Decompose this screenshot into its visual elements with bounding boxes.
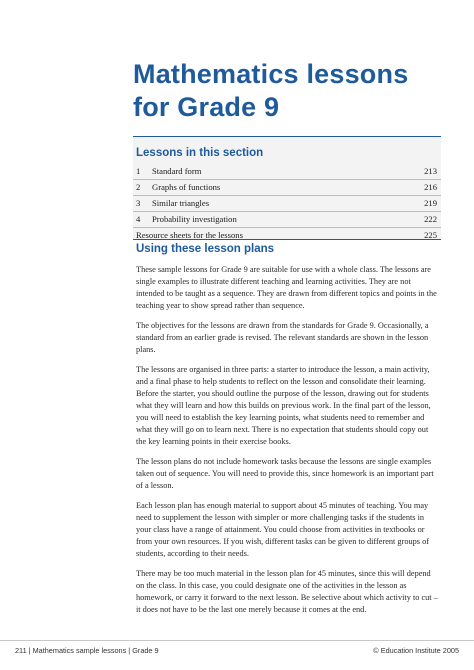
title-line-2: for Grade 9 <box>133 92 280 122</box>
title-line-1: Mathematics lessons <box>133 59 409 89</box>
contents-item-label: Resource sheets for the lessons <box>136 230 243 240</box>
contents-item <box>133 228 441 243</box>
contents-item-number: 4 <box>136 214 141 224</box>
contents-item-number: 2 <box>136 182 141 192</box>
contents-item <box>133 196 441 212</box>
page-title <box>133 58 453 124</box>
paragraph: Each lesson plan has enough material to support about 45 minutes of teaching. You may need to supplement the lesson with simpler or more challenging tasks if the students in your class have a range of attainment. You could choose from activities in textbooks or from your own resources. If you wish, different tasks can be given to different groups of students, according to their needs. <box>136 501 430 558</box>
contents-item-number: 1 <box>136 166 141 176</box>
contents-item-label: Standard form <box>152 166 202 176</box>
paragraph: The lessons are organised in three parts: a starter to introduce the lesson, a main activity, and a final phase to help students to reflect on the lesson and consolidate their learning. Before the starter, you should outline the purpose of the lesson, drawing out for students what they will learn and how this builds on previous work. In the final part of the lesson, you will need to establish the key learning points, what students need to remember and what they will go on to learn next. There is no expectation that students should copy out the key learning points in their exercise books. <box>136 365 431 446</box>
contents-item <box>133 212 441 228</box>
contents-list <box>133 164 441 243</box>
paragraph: The objectives for the lessons are drawn from the standards for Grade 9. Occasionally, a standard from an earlier grade is revised. The relevant standards are shown in the lesson plans. <box>136 321 429 354</box>
contents-item <box>133 164 441 180</box>
contents-item-page: 213 <box>424 166 437 176</box>
footer-page-info: 211 | Mathematics sample lessons | Grade 9 <box>15 646 159 655</box>
footer-divider <box>0 640 474 641</box>
contents-item-label: Similar triangles <box>152 198 210 208</box>
contents-heading: Lessons in this section <box>136 147 264 159</box>
contents-item-number: 3 <box>136 198 141 208</box>
footer-copyright: © Education Institute 2005 <box>373 646 459 655</box>
section-heading: Using these lesson plans <box>136 243 275 255</box>
contents-item-page: 225 <box>424 230 437 240</box>
paragraph: The lesson plans do not include homework tasks because the lessons are single examples taken out of sequence. You will need to provide this, since homework is an important part of a lesson. <box>136 457 434 490</box>
contents-item-page: 216 <box>424 182 437 192</box>
contents-item <box>133 180 441 196</box>
contents-item-page: 219 <box>424 198 437 208</box>
contents-item-label: Graphs of functions <box>152 182 221 192</box>
paragraph: There may be too much material in the lesson plan for 45 minutes, since this will depend on the class. In this case, you could designate one of the activities in the lesson as homework, or carry it forward to the next lesson. Be selective about which activity to cut – it does not have to be the last one merely because it comes at the end. <box>136 569 438 614</box>
paragraph: These sample lessons for Grade 9 are suitable for use with a whole class. The lessons are single examples to illustrate different teaching and learning activities. They are not intended to be taught as a sequence. They are drawn from different topics and points in the teaching year to show spread rather than sequence. <box>136 265 437 310</box>
contents-item-page: 222 <box>424 214 437 224</box>
contents-item-label: Probability investigation <box>152 214 237 224</box>
body-text <box>136 264 440 624</box>
